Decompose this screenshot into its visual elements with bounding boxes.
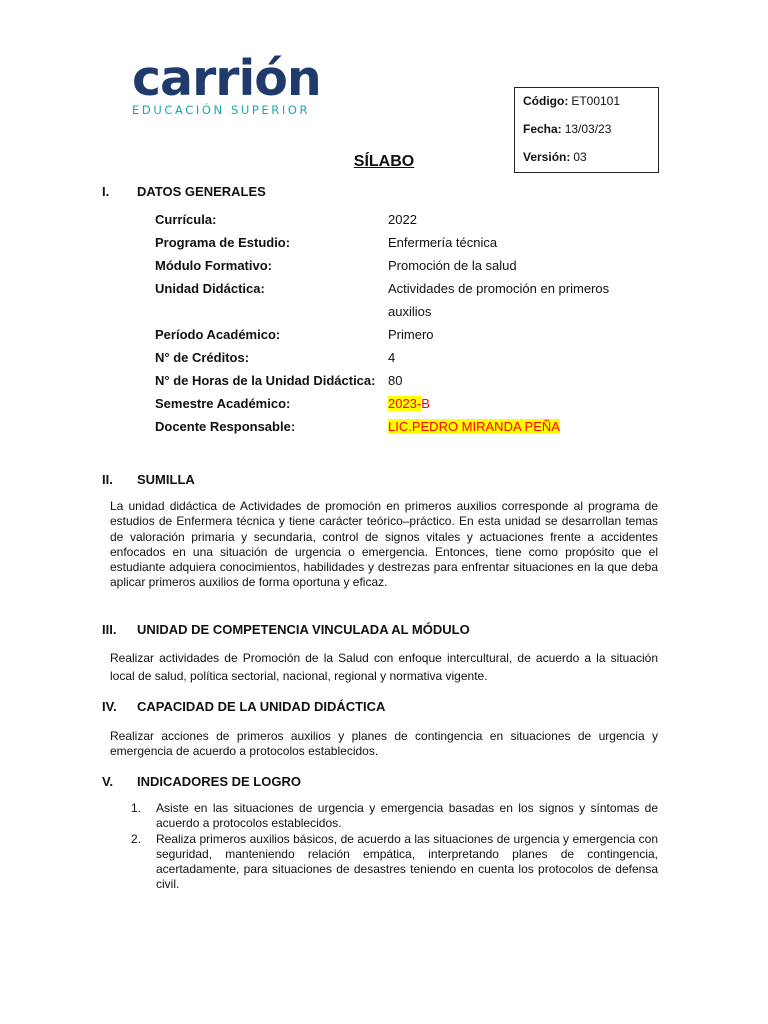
list-item-number: 2. — [131, 831, 142, 846]
institution-logo — [132, 50, 342, 117]
highlighted-year: 2023- — [388, 396, 422, 411]
capacidad-paragraph: Realizar acciones de primeros auxilios y planes de contingencia en situaciones de urgencia y emergencia de acuerdo a protocolos establecidos. — [110, 729, 658, 759]
field-label: Módulo Formativo: — [155, 258, 272, 273]
logo-wordmark: carrión — [132, 50, 321, 107]
field-label: Docente Responsable: — [155, 419, 296, 434]
section-title: UNIDAD DE COMPETENCIA VINCULADA AL MÓDULO — [137, 622, 470, 637]
field-value: 4 — [388, 350, 396, 365]
section-number: I. — [102, 184, 110, 199]
meta-date-label: Fecha: — [523, 122, 562, 136]
field-value: Primero — [388, 327, 434, 342]
logo-tagline: EDUCACIÓN SUPERIOR — [132, 103, 311, 117]
list-item-text: Asiste en las situaciones de urgencia y emergencia basadas en los signos y síntomas de acuerdo a protocolos establecidos. — [156, 801, 658, 831]
field-value: 80 — [388, 373, 403, 388]
field-value: Actividades de promoción en primeros — [388, 281, 610, 296]
section-number: III. — [102, 622, 117, 637]
meta-code — [523, 94, 650, 122]
field-label: N° de Horas de la Unidad Didáctica: — [155, 373, 376, 388]
list-item-text: Realiza primeros auxilios básicos, de acuerdo a las situaciones de urgencia y emergencia con seguridad, manteniendo relación empática, interpretando planes de contingencia, acertadamente, para situaciones de desastres teniendo en cuenta los protocolos de defensa civil. — [156, 831, 658, 892]
field-value — [388, 396, 430, 411]
section-title: DATOS GENERALES — [137, 184, 266, 199]
section-number: V. — [102, 774, 114, 789]
list-item-number: 1. — [131, 801, 142, 815]
section-title: INDICADORES DE LOGRO — [137, 774, 301, 789]
field-label: Unidad Didáctica: — [155, 281, 265, 296]
field-label: Semestre Académico: — [155, 396, 291, 411]
meta-code-value: ET00101 — [571, 94, 621, 108]
field-value: Enfermería técnica — [388, 235, 498, 250]
list-item — [131, 801, 658, 832]
meta-version-label: Versión: — [523, 150, 571, 164]
competencia-paragraph: Realizar actividades de Promoción de la Salud con enfoque intercultural, de acuerdo a la situación local de salud, política sectorial, nacional, regional y normativa vigente. — [110, 651, 658, 683]
meta-date — [523, 122, 650, 150]
meta-version-value: 03 — [573, 150, 587, 164]
semester-letter: B — [421, 396, 430, 411]
field-label: Currícula: — [155, 212, 217, 227]
field-label: N° de Créditos: — [155, 350, 250, 365]
list-item — [131, 832, 658, 893]
field-label: Período Académico: — [155, 327, 281, 342]
sumilla-paragraph: La unidad didáctica de Actividades de promoción en primeros auxilios corresponde al programa de estudios de Enfermera técnica y tiene carácter teórico–práctico. En esta unidad se desarrollan temas de valoración primaria y secundaria, control de signos vitales y actuaciones frente a accidentes enfocados en una situación de urgencia o emergencia. Entonces, tiene como propósito que el estudiante adquiera conocimientos, habilidades y destrezas para enfrentar situaciones en la que deba aplicar primeros auxilios de forma oportuna y eficaz. — [110, 499, 658, 590]
section-title: SUMILLA — [137, 472, 195, 487]
section-title: CAPACIDAD DE LA UNIDAD DIDÁCTICA — [137, 699, 386, 714]
meta-code-label: Código: — [523, 94, 569, 108]
section-number: IV. — [102, 699, 117, 714]
field-value-continued: auxilios — [388, 304, 432, 319]
section-number: II. — [102, 472, 113, 487]
field-label: Programa de Estudio: — [155, 235, 291, 250]
field-value-highlighted: LIC.PEDRO MIRANDA PEÑA — [388, 419, 560, 434]
meta-date-value: 13/03/23 — [564, 122, 612, 136]
field-value: 2022 — [388, 212, 417, 227]
field-value: Promoción de la salud — [388, 258, 517, 273]
indicadores-list — [131, 801, 658, 893]
document-title: SÍLABO — [353, 153, 415, 170]
